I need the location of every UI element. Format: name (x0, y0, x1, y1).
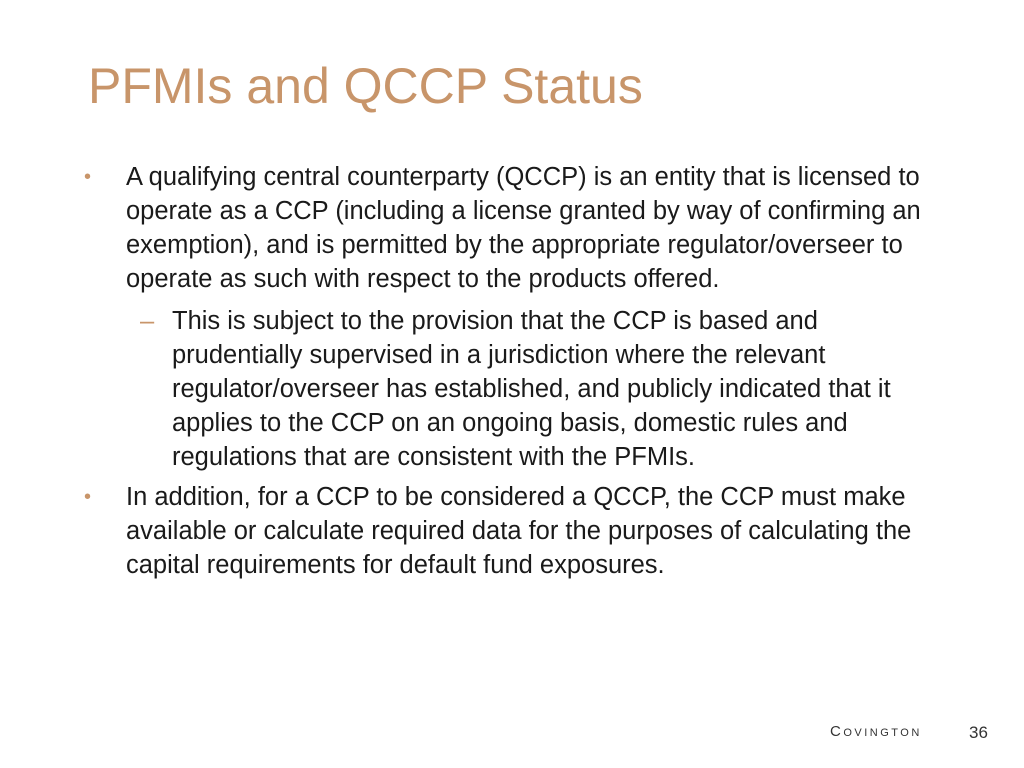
sub-bullet-text: This is subject to the provision that the CCP is based and prudentially supervised in a jurisdiction where the relevant regulator/overseer has established, and publicly indicated that it applies to the CCP on an ongoing basis, domestic rules and regulations that are consistent with the PFMIs. (172, 307, 891, 471)
slide-title: PFMIs and QCCP Status (88, 58, 643, 114)
bullet-text: A qualifying central counterparty (QCCP) is an entity that is licensed to operate as a CCP (including a license granted by way of confirming an exemption), and is permitted by the appropriate regulator/overseer to operate as such with respect to the products offered. (126, 163, 921, 293)
bullet-icon: • (84, 166, 92, 188)
dash-icon: – (140, 307, 155, 335)
page-number: 36 (969, 723, 988, 742)
bullet-item (84, 160, 944, 296)
covington-logo: Covington (830, 723, 922, 740)
bullet-item (84, 480, 944, 582)
sub-bullet-item (84, 304, 944, 474)
slide-body (84, 160, 944, 582)
bullet-text: In addition, for a CCP to be considered a QCCP, the CCP must make available or calculate required data for the purposes of calculating the capital requirements for default fund exposures. (126, 483, 912, 579)
bullet-icon: • (84, 486, 92, 508)
